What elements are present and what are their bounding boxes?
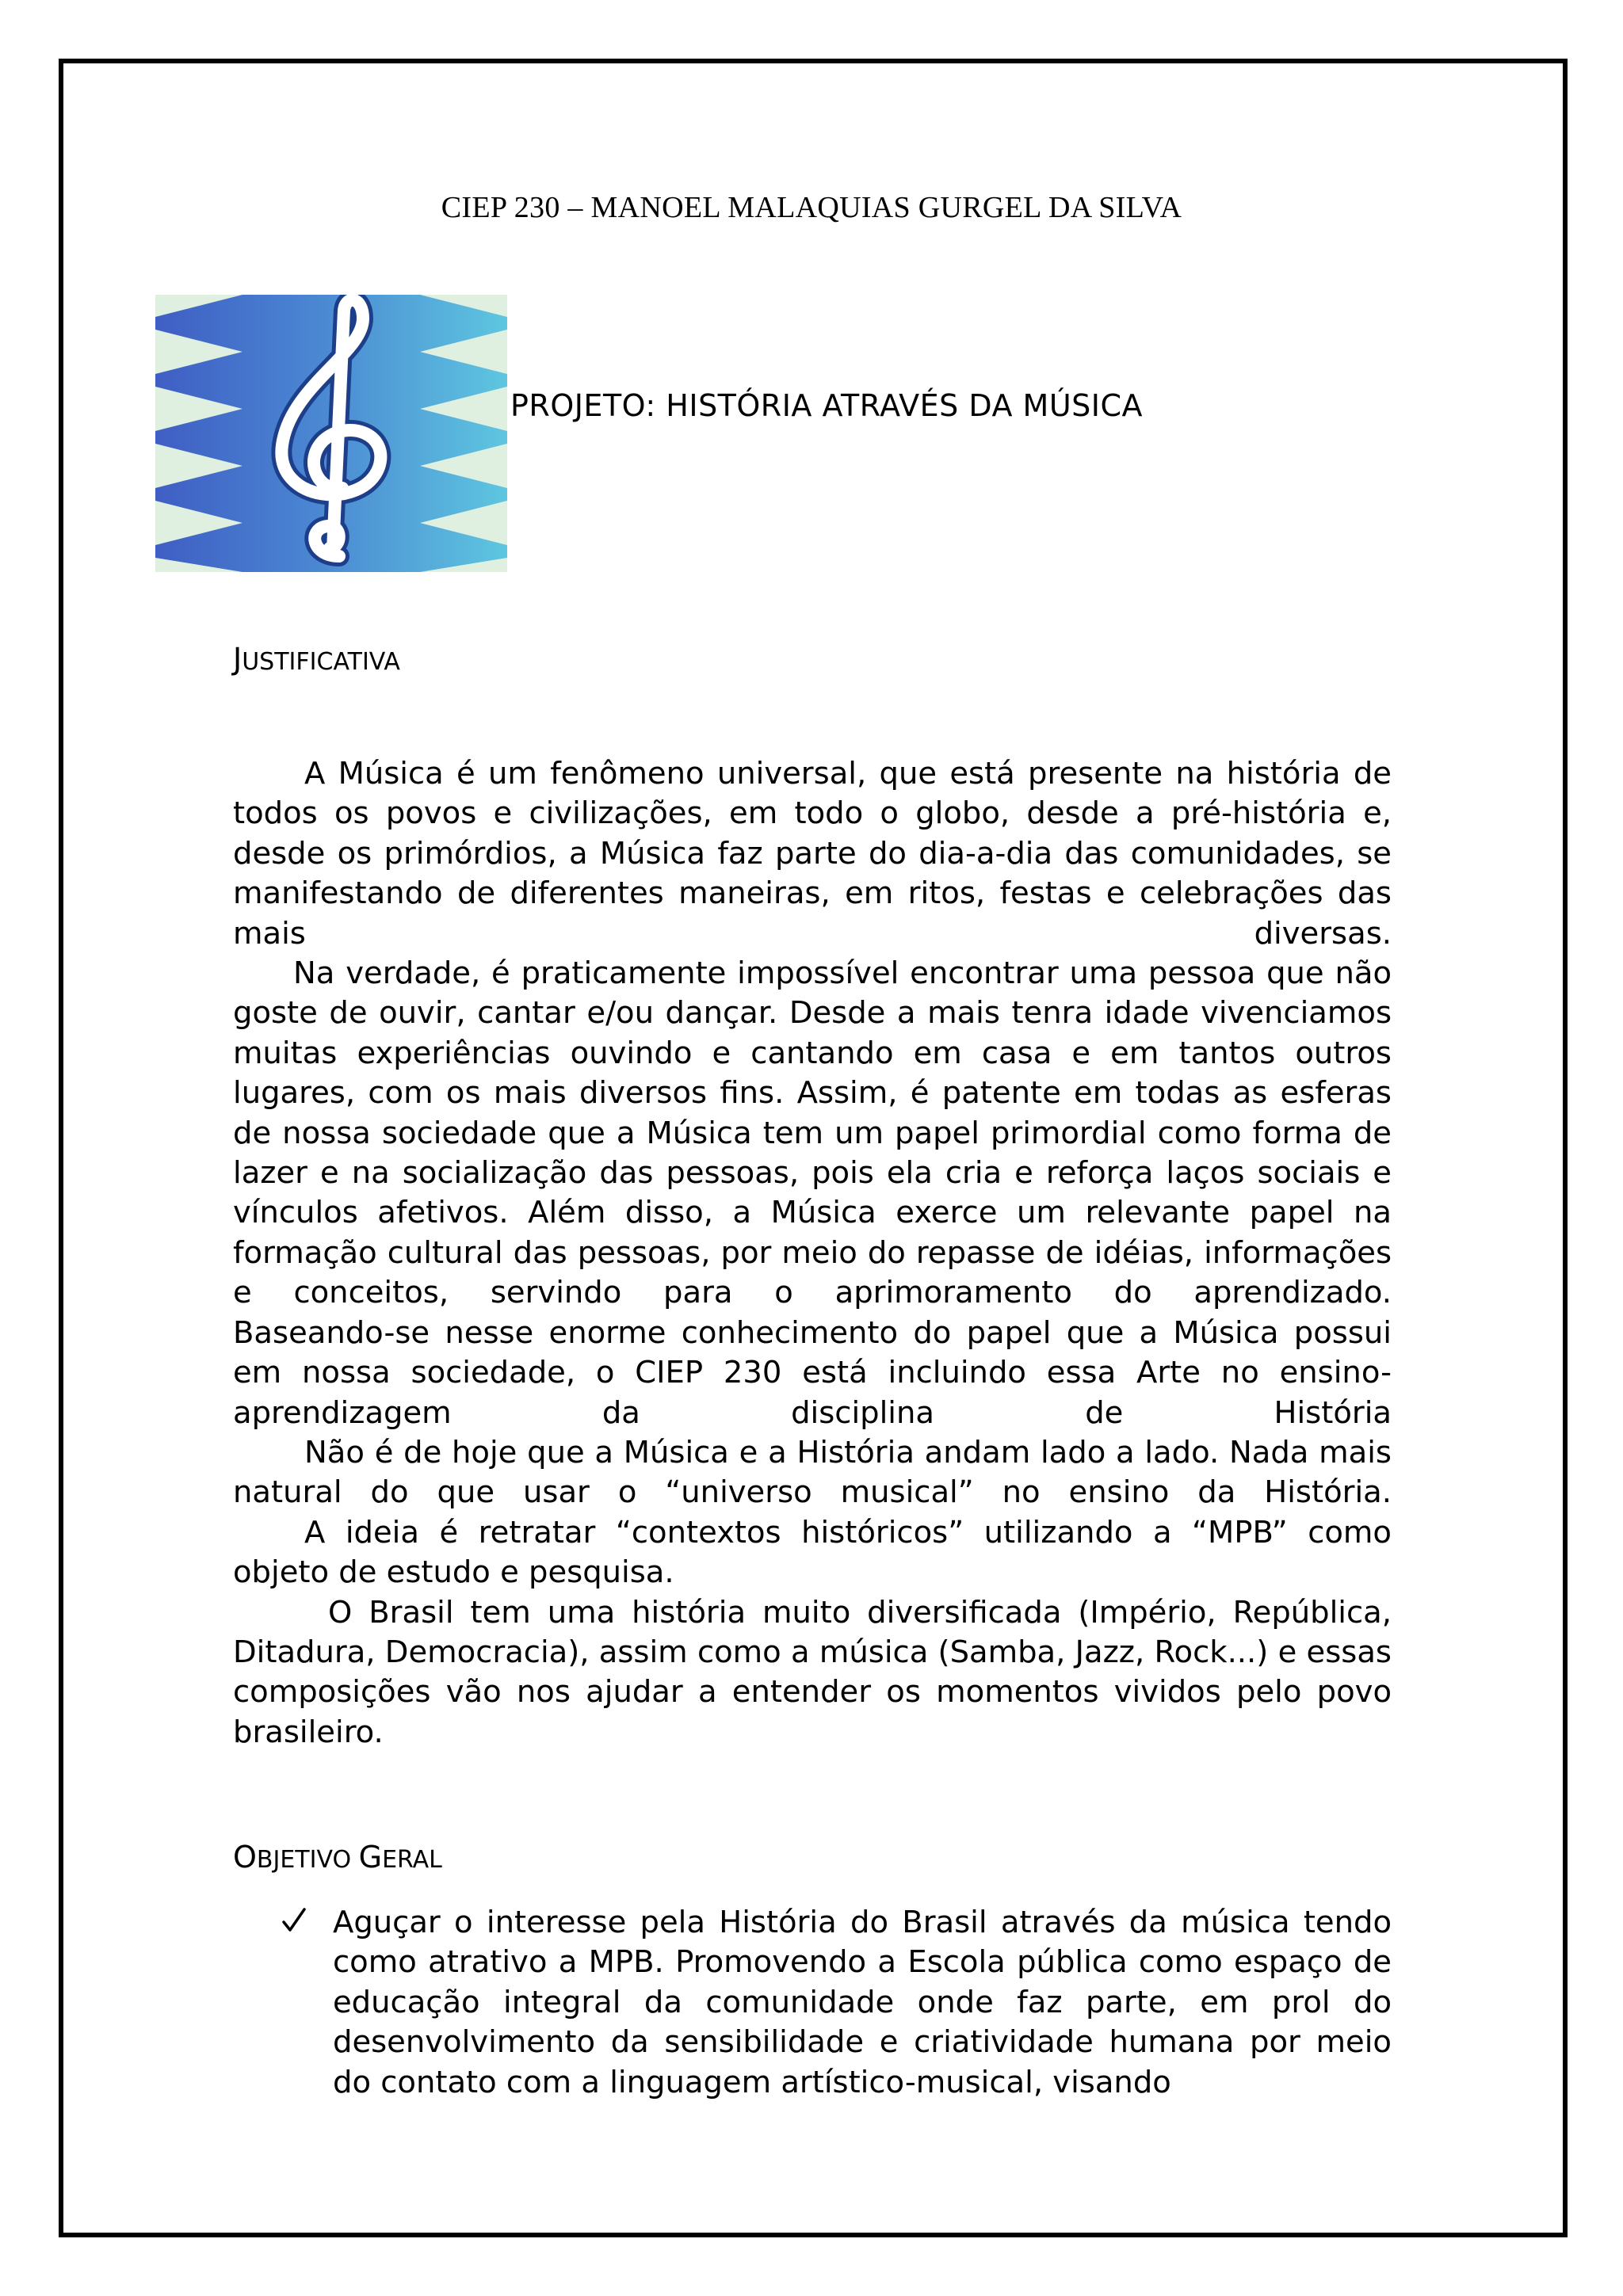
- treble-clef-icon: [155, 295, 507, 572]
- paragraph: A Música é um fenômeno universal, que está presente na história de todos os povos e civilizações, em todo o globo, desde a pré-história e, desde os primórdios, a Música faz parte do dia-a-dia das comunidades, se manifestando de diferentes maneiras, em ritos, festas e celebrações das mais diversas.: [233, 756, 1392, 952]
- school-name: CIEP 230 – MANOEL MALAQUIAS GURGEL DA SILVA: [441, 191, 1182, 224]
- paragraph: Baseando-se nesse enorme conhecimento do papel que a Música possui em nossa sociedade, o CIEP 230 está incluindo essa Arte no ensino-aprendizagem da disciplina de História: [233, 1314, 1392, 1431]
- project-title: PROJETO: HISTÓRIA ATRAVÉS DA MÚSICA: [510, 388, 1144, 423]
- paragraph: A ideia é retratar “contextos históricos” utilizando a “MPB” como objeto de estudo e pesquisa.: [233, 1514, 1392, 1591]
- objective-list: [282, 1903, 1392, 2103]
- heading-rest: BJETIVO: [256, 1846, 359, 1874]
- heading-rest: ERAL: [382, 1846, 442, 1874]
- paragraph: Na verdade, é praticamente impossível encontrar uma pessoa que não goste de ouvir, cantar e/ou dançar. Desde a mais tenra idade vivenciamos muitas experiências ouvindo e cantando em casa e em tantos outros lugares, com os mais diversos fins. Assim, é patente em todas as esferas de nossa sociedade que a Música tem um papel primordial como forma de lazer e na socialização das pessoas, pois ela cria e reforça laços sociais e vínculos afetivos. Além disso, a Música exerce um relevante papel na formação cultural das pessoas, por meio do repasse de idéias, informações e conceitos, servindo para o aprimoramento do aprendizado.: [233, 955, 1392, 1311]
- heading-initial: G: [358, 1840, 383, 1875]
- list-item: [282, 1903, 1392, 2103]
- checkmark-icon: [282, 1906, 306, 1935]
- justificativa-text: [233, 754, 1392, 1753]
- heading-initial: J: [233, 642, 242, 677]
- paragraph: Não é de hoje que a Música e a História andam lado a lado. Nada mais natural do que usar o “universo musical” no ensino da História.: [233, 1434, 1392, 1511]
- section-heading-objetivo-geral: [233, 1840, 442, 1875]
- heading-initial: O: [233, 1840, 257, 1875]
- objective-text: Aguçar o interesse pela História do Brasil através da música tendo como atrativo a MPB. Promovendo a Escola pública como espaço de educação integral da comunidade onde faz parte, em prol do desenvolvimento da sensibilidade e criatividade humana por meio do contato com a linguagem artístico-musical, visando: [333, 1905, 1392, 2100]
- heading-rest: USTIFICATIVA: [242, 648, 400, 676]
- paragraph: O Brasil tem uma história muito diversificada (Império, República, Ditadura, Democracia), assim como a música (Samba, Jazz, Rock...) e essas composições vão nos ajudar a entender os momentos vividos pelo povo brasileiro.: [233, 1594, 1392, 1750]
- section-heading-justificativa: [233, 642, 400, 677]
